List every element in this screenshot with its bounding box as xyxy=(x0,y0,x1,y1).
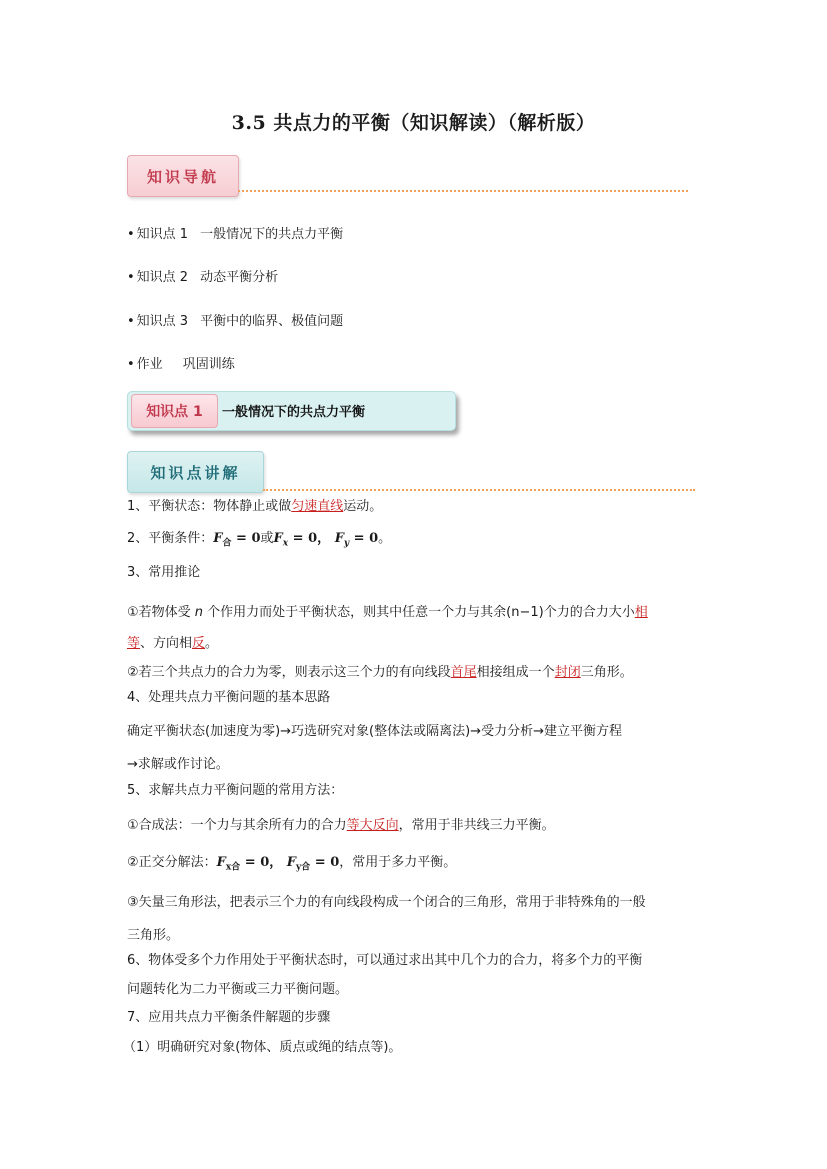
page-title: 3.5 共点力的平衡（知识解读）（解析版） xyxy=(231,112,596,134)
nav-item-kp1[interactable] xyxy=(127,223,343,242)
nav-item-desc: 巩固训练 xyxy=(182,357,235,372)
content-line-5: ②若三个共点力的合力为零，则表示这三个力的有向线段首尾相接组成一个封闭三角形。 xyxy=(127,665,633,680)
highlight-keyword: 等大反向 xyxy=(346,818,399,833)
nav-item-name: 作业 xyxy=(136,357,163,372)
content-line-6: 4、处理共点力平衡问题的基本思路 xyxy=(127,690,331,705)
content-line-7b: →求解或作讨论。 xyxy=(127,757,229,772)
dotted-divider xyxy=(263,489,695,491)
bullet: • xyxy=(127,314,135,329)
knowledge-point-title: 一般情况下的共点力平衡 xyxy=(222,405,366,420)
nav-item-kp2[interactable] xyxy=(127,266,278,285)
nav-item-name: 知识点 2 xyxy=(136,270,189,285)
content-line-7a: 确定平衡状态(加速度为零)→巧选研究对象(整体法或隔离法)→受力分析→建立平衡方程 xyxy=(127,724,622,739)
dotted-divider xyxy=(238,190,688,192)
bullet: • xyxy=(127,227,135,242)
content-line-12a: 6、物体受多个力作用处于平衡状态时，可以通过求出其中几个力的合力，将多个力的平衡 xyxy=(127,953,643,968)
content-line-1: 1、平衡状态：物体静止或做匀速直线运动。 xyxy=(127,499,383,514)
content-line-13: 7、应用共点力平衡条件解题的步骤 xyxy=(127,1010,331,1025)
content-line-11b: 三角形。 xyxy=(127,928,180,943)
content-line-3: 3、常用推论 xyxy=(127,565,201,580)
content-line-11a: ③矢量三角形法，把表示三个力的有向线段构成一个闭合的三角形，常用于非特殊角的一般 xyxy=(127,895,646,910)
content-line-2: 2、平衡条件：$F_合 = 0$或$F_x = 0$， $F_y = 0$。 xyxy=(127,531,392,549)
content-line-14: （1）明确研究对象(物体、质点或绳的结点等)。 xyxy=(123,1040,402,1055)
content-line-10: ②正交分解法：$F_{x合} = 0$， $F_{y合} = 0$，常用于多力平衡。 xyxy=(127,855,457,873)
nav-item-desc: 一般情况下的共点力平衡 xyxy=(200,227,344,242)
content-line-9: ①合成法：一个力与其余所有力的合力等大反向，常用于非共线三力平衡。 xyxy=(127,818,555,833)
nav-item-homework[interactable] xyxy=(127,353,235,372)
nav-item-desc: 平衡中的临界、极值问题 xyxy=(200,314,344,329)
highlight-keyword: 匀速直线 xyxy=(291,499,344,514)
content-line-4: ①若物体受 n 个作用力而处于平衡状态，则其中任意一个力与其余(n−1)个力的合力大小相 等、方向相反。 xyxy=(127,605,648,651)
bullet: • xyxy=(127,357,135,372)
bullet: • xyxy=(127,270,135,285)
content-line-8: 5、求解共点力平衡问题的常用方法： xyxy=(127,783,344,798)
knowledge-point-tag: 知识点 1 xyxy=(131,394,218,428)
nav-item-name: 知识点 3 xyxy=(136,314,189,329)
nav-item-desc: 动态平衡分析 xyxy=(200,270,279,285)
section-header-explain: 知识点讲解 xyxy=(127,451,264,493)
nav-item-name: 知识点 1 xyxy=(136,227,189,242)
section-header-nav: 知识导航 xyxy=(127,155,239,197)
content-line-12b: 问题转化为二力平衡或三力平衡问题。 xyxy=(127,982,349,997)
nav-item-kp3[interactable] xyxy=(127,310,343,329)
